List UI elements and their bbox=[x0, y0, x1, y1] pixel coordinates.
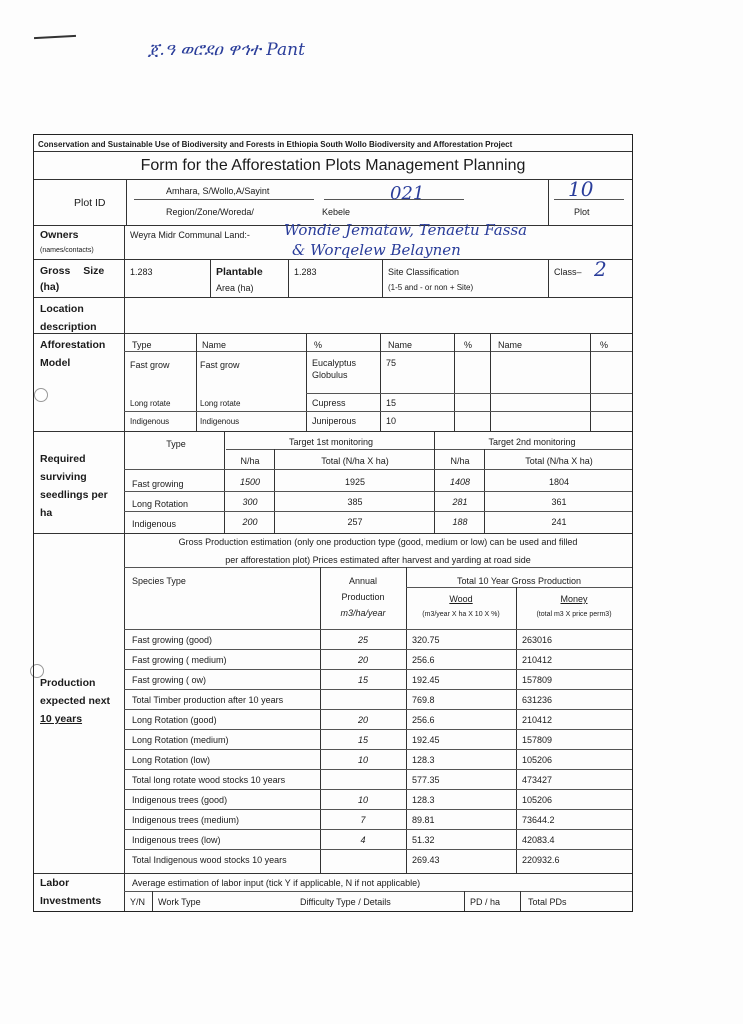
annual-header-2: Production bbox=[341, 592, 385, 602]
afforestation-label: Afforestation bbox=[40, 339, 106, 351]
req-nha-header: N/ha bbox=[240, 456, 260, 466]
management-form bbox=[33, 134, 633, 912]
prod-row-wood: 192.45 bbox=[412, 735, 440, 745]
aff-row-type: Indigenous bbox=[130, 417, 170, 426]
req-type-header: Type bbox=[166, 439, 186, 449]
prod-row-wood: 89.81 bbox=[412, 815, 435, 825]
prod-row-species: Indigenous trees (low) bbox=[132, 835, 221, 845]
plantable-sublabel: Area (ha) bbox=[216, 283, 254, 293]
production-label-1: Production bbox=[40, 677, 96, 689]
labor-sublabel: Investments bbox=[40, 895, 102, 907]
owners-handwritten-1: Wondie Jemataw, Tenaetu Fassa bbox=[284, 221, 528, 239]
prod-row-species: Fast growing (good) bbox=[132, 635, 213, 645]
prod-row-money: 210412 bbox=[522, 715, 553, 725]
req-row-nha2: 281 bbox=[452, 497, 468, 507]
req-total2-header: Total (N/ha X ha) bbox=[525, 456, 593, 466]
req-total-header: Total (N/ha X ha) bbox=[321, 456, 389, 466]
req-row-type: Fast growing bbox=[132, 479, 184, 489]
required-label-1: Required bbox=[40, 453, 86, 465]
plantable-value: 1.283 bbox=[294, 267, 317, 277]
site-classification-label: Site Classification bbox=[388, 267, 460, 277]
prod-row-wood: 256.6 bbox=[412, 655, 435, 665]
prod-row-species: Long Rotation (medium) bbox=[132, 735, 229, 745]
prod-row-species: Total Indigenous wood stocks 10 years bbox=[132, 855, 287, 865]
prod-row-annual: 7 bbox=[360, 815, 366, 825]
aff-header-pct: % bbox=[314, 340, 323, 350]
prod-row-money: 473427 bbox=[522, 775, 553, 785]
prod-row-money: 220932.6 bbox=[522, 855, 560, 865]
req-row-total2: 361 bbox=[551, 497, 567, 507]
location-label: Location bbox=[40, 303, 84, 315]
prod-row-wood: 128.3 bbox=[412, 755, 435, 765]
prod-row-annual: 10 bbox=[357, 795, 368, 805]
owners-handwritten-2: & Worqelew Belaynen bbox=[292, 241, 461, 259]
aff-header-pct2: % bbox=[464, 340, 473, 350]
total-production-header: Total 10 Year Gross Production bbox=[456, 576, 582, 586]
gross-unit: (ha) bbox=[40, 281, 60, 293]
prod-row-species: Indigenous trees (good) bbox=[132, 795, 228, 805]
money-subheader: (total m3 X price perm3) bbox=[536, 611, 612, 618]
prod-row-money: 42083.4 bbox=[522, 835, 555, 845]
wood-header: Wood bbox=[449, 594, 473, 604]
req-row-type: Indigenous bbox=[132, 519, 177, 529]
region-value: Amhara, S/Wollo,A/Sayint bbox=[166, 186, 270, 196]
annual-header-1: Annual bbox=[348, 576, 378, 586]
prod-row-annual: 4 bbox=[360, 835, 366, 845]
prod-row-annual: 10 bbox=[357, 755, 368, 765]
production-note-1: Gross Production estimation (only one production type (good, medium or low) can be used and filled bbox=[178, 537, 578, 547]
kebele-label: Kebele bbox=[322, 207, 351, 217]
owners-sublabel: (names/contacts) bbox=[40, 247, 94, 254]
labor-label: Labor bbox=[40, 877, 70, 889]
aff-row-name: Fast grow bbox=[200, 360, 240, 370]
aff-row-pct: 75 bbox=[386, 358, 397, 368]
labor-note: Average estimation of labor input (tick Y if applicable, N if not applicable) bbox=[132, 878, 421, 888]
aff-row-species: Cupress bbox=[312, 398, 346, 408]
labor-col-total-pds: Total PDs bbox=[528, 897, 567, 907]
region-label: Region/Zone/Woreda/ bbox=[166, 207, 254, 217]
required-label-3: seedlings per bbox=[40, 489, 108, 501]
handwritten-note: ጀ.ዓ ወሮደዐ ዋኅተ Pant bbox=[148, 40, 305, 60]
production-label-3: 10 years bbox=[40, 713, 83, 725]
prod-row-annual: 15 bbox=[357, 735, 368, 745]
req-row-total: 1925 bbox=[344, 477, 366, 487]
prod-row-species: Fast growing ( ow) bbox=[132, 675, 207, 685]
req-target1-header: Target 1st monitoring bbox=[288, 437, 374, 447]
site-classification-sub: (1-5 and - or non + Site) bbox=[388, 283, 474, 292]
prod-row-money: 631236 bbox=[522, 695, 553, 705]
prod-row-species: Total long rotate wood stocks 10 years bbox=[132, 775, 286, 785]
prod-row-money: 105206 bbox=[522, 755, 553, 765]
prod-row-species: Total Timber production after 10 years bbox=[132, 695, 284, 705]
prod-row-annual: 20 bbox=[357, 655, 368, 665]
money-header: Money bbox=[560, 594, 588, 604]
aff-row-type: Fast grow bbox=[130, 360, 170, 370]
gross-size-label: Gross Size bbox=[40, 265, 105, 277]
class-handwritten: 2 bbox=[594, 257, 607, 281]
aff-row-name: Indigenous bbox=[200, 417, 240, 426]
prod-row-wood: 256.6 bbox=[412, 715, 435, 725]
class-label: Class– bbox=[554, 267, 582, 277]
aff-row-name: Long rotate bbox=[200, 399, 241, 408]
owners-label: Owners bbox=[40, 229, 79, 241]
prod-row-annual: 25 bbox=[357, 635, 368, 645]
req-row-total2: 241 bbox=[551, 517, 567, 527]
prod-row-money: 210412 bbox=[522, 655, 553, 665]
aff-header-name3: Name bbox=[498, 340, 523, 350]
wood-subheader: (m3/year X ha X 10 X %) bbox=[422, 611, 500, 618]
labor-col-work-type: Work Type bbox=[158, 897, 201, 907]
req-row-total2: 1804 bbox=[548, 477, 570, 487]
aff-row-pct: 10 bbox=[386, 416, 397, 426]
annual-header-3: m3/ha/year bbox=[340, 608, 386, 618]
location-sublabel: description bbox=[40, 321, 97, 333]
plantable-label: Plantable bbox=[216, 266, 263, 278]
project-banner: Conservation and Sustainable Use of Biodiversity and Forests in Ethiopia South Wollo Biodiversity and Afforestation Project bbox=[38, 140, 513, 149]
aff-header-name: Name bbox=[202, 340, 227, 350]
gross-value: 1.283 bbox=[130, 267, 153, 277]
req-row-nha: 300 bbox=[242, 497, 258, 507]
prod-row-wood: 577.35 bbox=[412, 775, 440, 785]
aff-row-pct: 15 bbox=[386, 398, 397, 408]
production-label-2: expected next bbox=[40, 695, 111, 707]
req-row-nha: 200 bbox=[242, 517, 258, 527]
plot-label: Plot bbox=[574, 207, 590, 217]
req-row-nha2: 188 bbox=[452, 517, 468, 527]
aff-row-type: Long rotate bbox=[130, 399, 171, 408]
prod-row-species: Fast growing ( medium) bbox=[132, 655, 227, 665]
req-nha2-header: N/ha bbox=[450, 456, 470, 466]
req-row-total: 385 bbox=[347, 497, 363, 507]
prod-row-money: 263016 bbox=[522, 635, 553, 645]
afforestation-sublabel: Model bbox=[40, 357, 71, 369]
prod-row-species: Long Rotation (good) bbox=[132, 715, 217, 725]
kebele-handwritten: 021 bbox=[390, 183, 425, 204]
req-row-type: Long Rotation bbox=[132, 499, 189, 509]
aff-header-pct3: % bbox=[600, 340, 609, 350]
labor-col-pd-ha: PD / ha bbox=[470, 897, 501, 907]
prod-row-money: 73644.2 bbox=[522, 815, 555, 825]
labor-col-difficulty: Difficulty Type / Details bbox=[300, 897, 391, 907]
owners-value: Weyra Midr Communal Land:- bbox=[130, 230, 250, 240]
prod-row-wood: 269.43 bbox=[412, 855, 440, 865]
form-title: Form for the Afforestation Plots Management Planning bbox=[140, 157, 526, 174]
plot-id-label: Plot ID bbox=[74, 197, 106, 209]
plot-number-handwritten: 10 bbox=[568, 177, 594, 201]
prod-row-annual: 15 bbox=[357, 675, 368, 685]
aff-row-species: Juniperous bbox=[312, 416, 357, 426]
prod-row-money: 157809 bbox=[522, 735, 553, 745]
prod-row-annual: 20 bbox=[357, 715, 368, 725]
aff-header-type: Type bbox=[132, 340, 152, 350]
req-row-nha: 1500 bbox=[239, 477, 261, 487]
prod-row-wood: 769.8 bbox=[412, 695, 435, 705]
prod-row-wood: 320.75 bbox=[412, 635, 440, 645]
labor-col-yn: Y/N bbox=[130, 897, 146, 907]
species-header: Species Type bbox=[132, 576, 186, 586]
req-target2-header: Target 2nd monitoring bbox=[488, 437, 576, 447]
prod-row-wood: 192.45 bbox=[412, 675, 440, 685]
prod-row-species: Indigenous trees (medium) bbox=[132, 815, 240, 825]
prod-row-money: 157809 bbox=[522, 675, 553, 685]
req-row-total: 257 bbox=[347, 517, 363, 527]
aff-row-species: Eucalyptus Globulus bbox=[312, 358, 357, 380]
prod-row-wood: 51.32 bbox=[412, 835, 435, 845]
prod-row-species: Long Rotation (low) bbox=[132, 755, 211, 765]
required-label-4: ha bbox=[40, 507, 53, 519]
production-note-2: per afforestation plot) Prices estimated after harvest and yarding at road side bbox=[225, 555, 531, 565]
required-label-2: surviving bbox=[40, 471, 87, 483]
req-row-nha2: 1408 bbox=[449, 477, 471, 487]
aff-header-name2: Name bbox=[388, 340, 413, 350]
pen-dash-mark bbox=[34, 35, 76, 39]
prod-row-wood: 128.3 bbox=[412, 795, 435, 805]
prod-row-money: 105206 bbox=[522, 795, 553, 805]
